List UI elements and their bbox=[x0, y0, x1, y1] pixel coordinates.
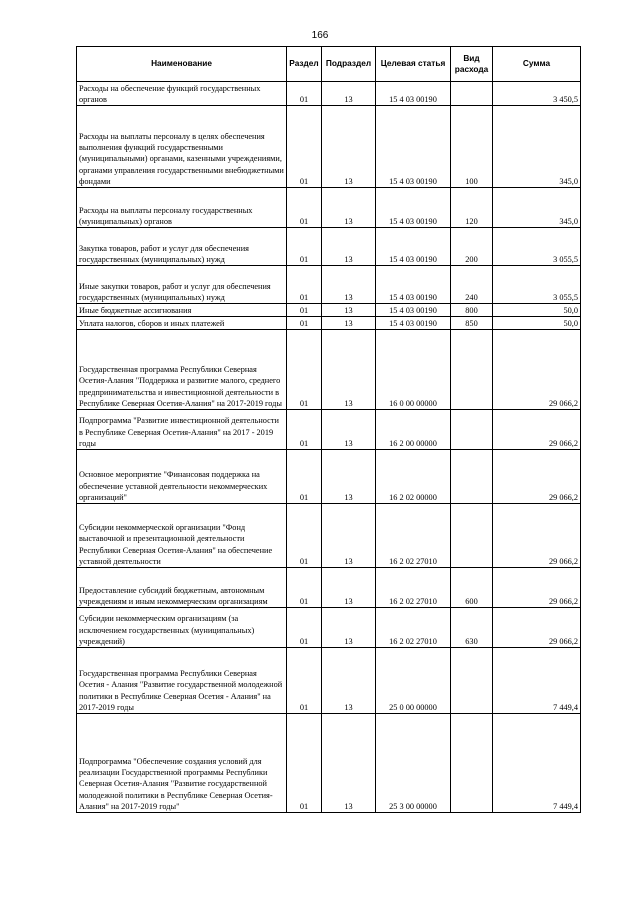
cell-subsection: 13 bbox=[322, 568, 376, 608]
cell-target: 16 2 00 00000 bbox=[376, 410, 451, 450]
table-row bbox=[77, 714, 581, 813]
cell-type: 600 bbox=[451, 568, 493, 608]
cell-section: 01 bbox=[287, 266, 322, 304]
table-row bbox=[77, 82, 581, 106]
cell-subsection: 13 bbox=[322, 608, 376, 648]
table-row bbox=[77, 304, 581, 317]
cell-section: 01 bbox=[287, 450, 322, 504]
cell-type: 200 bbox=[451, 228, 493, 266]
cell-subsection: 13 bbox=[322, 648, 376, 714]
header-subsection: Подраздел bbox=[322, 47, 376, 82]
cell-target: 25 3 00 00000 bbox=[376, 714, 451, 813]
cell-amount: 29 066,2 bbox=[493, 568, 581, 608]
cell-target: 15 4 03 00190 bbox=[376, 82, 451, 106]
cell-section: 01 bbox=[287, 410, 322, 450]
cell-subsection: 13 bbox=[322, 714, 376, 813]
cell-type: 120 bbox=[451, 188, 493, 228]
cell-subsection: 13 bbox=[322, 330, 376, 410]
table-row bbox=[77, 608, 581, 648]
cell-type: 800 bbox=[451, 304, 493, 317]
table-row bbox=[77, 330, 581, 410]
cell-target: 15 4 03 00190 bbox=[376, 317, 451, 330]
cell-amount: 7 449,4 bbox=[493, 648, 581, 714]
cell-name: Субсидии некоммерческим организациям (за исключением государственных (муниципальных) учреждений) bbox=[77, 608, 287, 648]
cell-amount: 3 055,5 bbox=[493, 228, 581, 266]
cell-subsection: 13 bbox=[322, 188, 376, 228]
cell-section: 01 bbox=[287, 568, 322, 608]
cell-subsection: 13 bbox=[322, 410, 376, 450]
cell-section: 01 bbox=[287, 82, 322, 106]
cell-subsection: 13 bbox=[322, 317, 376, 330]
cell-amount: 7 449,4 bbox=[493, 714, 581, 813]
cell-name: Государственная программа Республики Северная Осетия - Алания "Развитие государственной молодежной политики в Республике Северная Осетия - Алания" на 2017-2019 годы bbox=[77, 648, 287, 714]
cell-type bbox=[451, 714, 493, 813]
cell-amount: 345,0 bbox=[493, 106, 581, 188]
header-type: Вид расхода bbox=[451, 47, 493, 82]
cell-type: 630 bbox=[451, 608, 493, 648]
table-row bbox=[77, 228, 581, 266]
cell-target: 16 2 02 27010 bbox=[376, 568, 451, 608]
table-row bbox=[77, 450, 581, 504]
header-amount: Сумма bbox=[493, 47, 581, 82]
cell-name: Иные бюджетные ассигнования bbox=[77, 304, 287, 317]
cell-amount: 3 055,5 bbox=[493, 266, 581, 304]
table-row bbox=[77, 410, 581, 450]
cell-name: Подпрограмма "Развитие инвестиционной деятельности в Республике Северная Осетия-Алания" на 2017 - 2019 годы bbox=[77, 410, 287, 450]
cell-amount: 345,0 bbox=[493, 188, 581, 228]
cell-target: 16 0 00 00000 bbox=[376, 330, 451, 410]
cell-type bbox=[451, 504, 493, 568]
cell-subsection: 13 bbox=[322, 504, 376, 568]
cell-name: Субсидии некоммерческой организации "Фонд выставочной и презентационной деятельности Республики Северная Осетия-Алания" на обеспечение уставной деятельности bbox=[77, 504, 287, 568]
table-header-row bbox=[77, 47, 581, 82]
cell-type bbox=[451, 330, 493, 410]
cell-subsection: 13 bbox=[322, 106, 376, 188]
cell-amount: 50,0 bbox=[493, 304, 581, 317]
cell-amount: 29 066,2 bbox=[493, 608, 581, 648]
cell-section: 01 bbox=[287, 330, 322, 410]
cell-type bbox=[451, 410, 493, 450]
cell-target: 16 2 02 27010 bbox=[376, 608, 451, 648]
cell-amount: 3 450,5 bbox=[493, 82, 581, 106]
cell-name: Расходы на обеспечение функций государственных органов bbox=[77, 82, 287, 106]
cell-amount: 29 066,2 bbox=[493, 504, 581, 568]
cell-target: 15 4 03 00190 bbox=[376, 106, 451, 188]
cell-section: 01 bbox=[287, 317, 322, 330]
table-row bbox=[77, 266, 581, 304]
cell-target: 15 4 03 00190 bbox=[376, 304, 451, 317]
cell-subsection: 13 bbox=[322, 82, 376, 106]
cell-subsection: 13 bbox=[322, 266, 376, 304]
table-row bbox=[77, 568, 581, 608]
cell-section: 01 bbox=[287, 648, 322, 714]
cell-section: 01 bbox=[287, 228, 322, 266]
cell-name: Расходы на выплаты персоналу в целях обеспечения выполнения функций государственными (муниципальными) органами, казенными учреждениями, органами управления государственными внебюджетными фондами bbox=[77, 106, 287, 188]
cell-section: 01 bbox=[287, 504, 322, 568]
cell-subsection: 13 bbox=[322, 228, 376, 266]
cell-target: 16 2 02 00000 bbox=[376, 450, 451, 504]
cell-section: 01 bbox=[287, 106, 322, 188]
table-row bbox=[77, 504, 581, 568]
cell-section: 01 bbox=[287, 608, 322, 648]
cell-type: 100 bbox=[451, 106, 493, 188]
cell-section: 01 bbox=[287, 304, 322, 317]
cell-type: 850 bbox=[451, 317, 493, 330]
table-row bbox=[77, 648, 581, 714]
cell-name: Закупка товаров, работ и услуг для обеспечения государственных (муниципальных) нужд bbox=[77, 228, 287, 266]
cell-amount: 29 066,2 bbox=[493, 450, 581, 504]
table-row bbox=[77, 188, 581, 228]
cell-target: 15 4 03 00190 bbox=[376, 228, 451, 266]
cell-type: 240 bbox=[451, 266, 493, 304]
cell-target: 15 4 03 00190 bbox=[376, 188, 451, 228]
cell-section: 01 bbox=[287, 714, 322, 813]
table-row bbox=[77, 317, 581, 330]
cell-type bbox=[451, 82, 493, 106]
header-target: Целевая статья bbox=[376, 47, 451, 82]
cell-target: 25 0 00 00000 bbox=[376, 648, 451, 714]
cell-name: Основное мероприятие "Финансовая поддержка на обеспечение уставной деятельности некоммерческих организаций" bbox=[77, 450, 287, 504]
cell-amount: 29 066,2 bbox=[493, 330, 581, 410]
budget-table bbox=[76, 46, 581, 813]
header-name: Наименование bbox=[77, 47, 287, 82]
cell-subsection: 13 bbox=[322, 450, 376, 504]
cell-name: Государственная программа Республики Северная Осетия-Алания "Поддержка и развитие малого, среднего предпринимательства и инвестиционной деятельности в Республике Северная Осетия-Алания" на 2017-2019 годы bbox=[77, 330, 287, 410]
cell-amount: 29 066,2 bbox=[493, 410, 581, 450]
cell-name: Уплата налогов, сборов и иных платежей bbox=[77, 317, 287, 330]
page-number: 166 bbox=[311, 30, 329, 41]
cell-subsection: 13 bbox=[322, 304, 376, 317]
cell-target: 15 4 03 00190 bbox=[376, 266, 451, 304]
cell-type bbox=[451, 648, 493, 714]
cell-name: Иные закупки товаров, работ и услуг для обеспечения государственных (муниципальных) нужд bbox=[77, 266, 287, 304]
cell-name: Расходы на выплаты персоналу государственных (муниципальных) органов bbox=[77, 188, 287, 228]
cell-name: Предоставление субсидий бюджетным, автономным учреждениям и иным некоммерческим организациям bbox=[77, 568, 287, 608]
cell-type bbox=[451, 450, 493, 504]
cell-name: Подпрограмма "Обеспечение создания условий для реализации Государственной программы Республики Северная Осетия-Алания "Развитие государственной молодежной политики в Республике Северная Осетия-Алания" на 2017-2019 годы" bbox=[77, 714, 287, 813]
cell-amount: 50,0 bbox=[493, 317, 581, 330]
header-section: Раздел bbox=[287, 47, 322, 82]
cell-target: 16 2 02 27010 bbox=[376, 504, 451, 568]
cell-section: 01 bbox=[287, 188, 322, 228]
table-row bbox=[77, 106, 581, 188]
